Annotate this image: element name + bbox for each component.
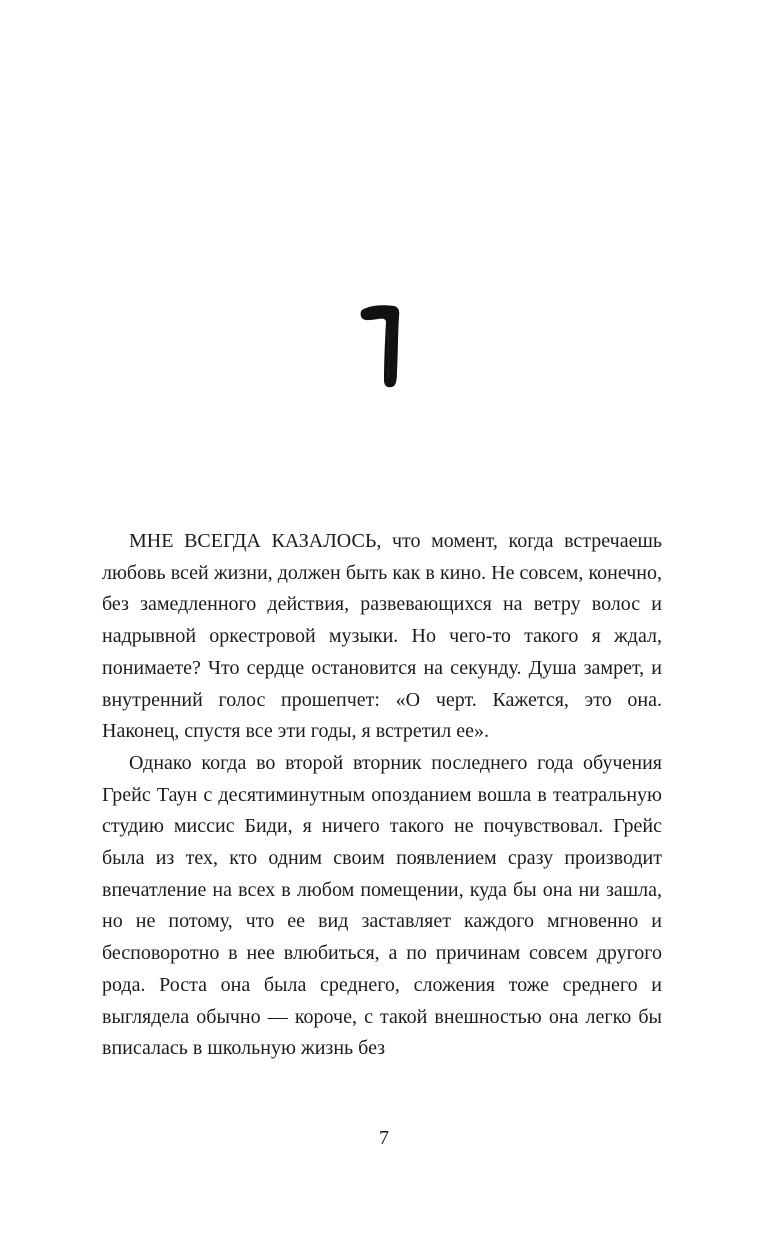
- paragraph-2: [102, 748, 662, 1065]
- chapter-number: [358, 300, 406, 390]
- chapter-number-glyph: [358, 300, 406, 390]
- page-number: 7: [379, 1127, 389, 1149]
- paragraph-1-text: , что момент, когда встречаешь любовь всей жизни, должен быть как в кино. Не совсем, конечно, без замедленного действия, развевающихся на ветру волос и надрывной оркестровой музыки. Но чего-то такого я ждал, понимаете? Что сердце остановится на секунду. Душа замрет, и внутренний голос прошепчет: «О черт. Кажется, это она. Наконец, спустя все эти годы, я встретил ее».: [102, 530, 662, 743]
- chapter-text: [102, 526, 662, 1065]
- paragraph-lead-caps: МНЕ ВСЕГДА КАЗАЛОСЬ: [129, 530, 377, 552]
- chapter-number-stroke: [361, 305, 400, 387]
- paragraph-1: [102, 526, 662, 748]
- paragraph-2-text: Однако когда во второй вторник последнего года обучения Грейс Таун с десятиминутным опозданием вошла в театральную студию миссис Биди, я ничего такого не почувствовал. Грейс была из тех, кто одним своим появлением сразу производит впечатление на всех в любом помещении, куда бы она ни зашла, но не потому, что ее вид заставляет каждого мгновенно и бесповоротно в нее влюбиться, а по причинам совсем другого рода. Роста она была среднего, сложения тоже среднего и выглядела обычно — короче, с такой внешностью она легко бы вписалась в школьную жизнь без: [102, 751, 662, 1060]
